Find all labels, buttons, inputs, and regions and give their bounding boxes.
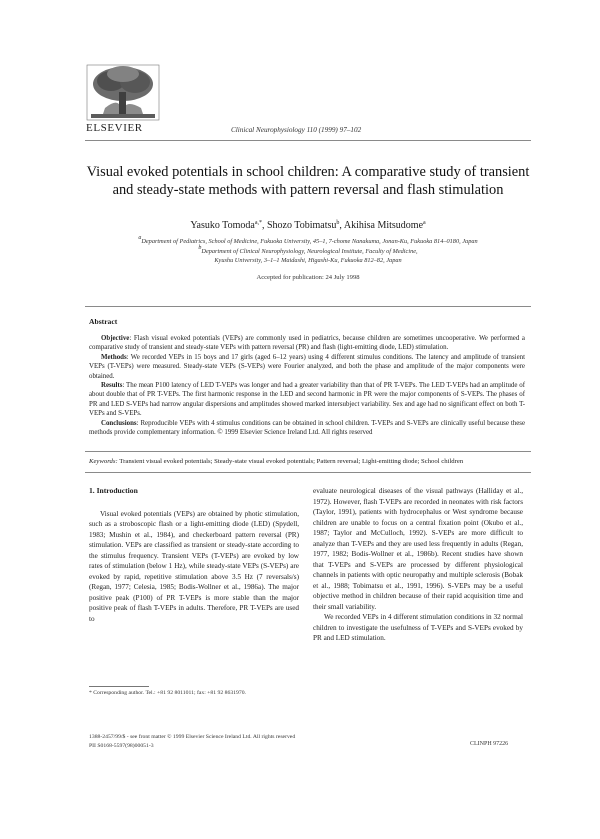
body-paragraph: Visual evoked potentials (VEPs) are obtained by photic stimulation, such as a stroboscopic flash or a light-emitting diode (LED) (Spydell, 1983; Mushin et al., 1984), and checkerboard pattern reversal (PR) stimulation. VEPs are classified as transient or steady-state according to the stimulus frequency. Transient VEPs (T-VEPs) are evoked by low rates of stimulation (below 1 Hz), while steady-state VEPs (S-VEPs) are evoked by rapid, repetitive stimulation above 3.5 Hz (7 reversals/s) (Regan, 1977; Celesia, 1985; Bodis-Wollner et al., 1986a). The major positive peak (P100) of PR T-VEPs is more stable than the major positive peak of flash T-VEPs in adults. Therefore, PR T-VEPs are used to [89, 509, 299, 623]
author-list [85, 220, 531, 231]
author-affiliation-mark: b [336, 220, 340, 226]
affiliation-line: $^a$Department of Pediatrics, School of Medicine, Fukuoka University, 45–1, 7-chome Nanakuma, Jonan-Ku, Fukuoka 814–0180, Japan [138, 235, 478, 245]
author-separator: , [339, 220, 344, 231]
header-divider [85, 140, 531, 141]
keywords-divider [85, 451, 531, 452]
author-name: Akihisa Mitsudome [343, 220, 424, 231]
affiliation-line: Kyushu University, 3–1–1 Maidashi, Higashi-Ku, Fukuoka 812–82, Japan [214, 257, 402, 264]
author-name: Yasuko Tomoda [190, 220, 255, 231]
body-paragraph: We recorded VEPs in 4 different stimulation conditions in 32 normal children to investigate the usefulness of T-VEPs and S-VEPs evoked by PR and LED stimulation. [313, 613, 523, 642]
abstract-body [89, 334, 525, 437]
author-name: Shozo Tobimatsu [266, 220, 337, 231]
right-column [313, 486, 523, 644]
affiliation-line: $^b$Department of Clinical Neurophysiology, Neurological Institute, Faculty of Medicine, [198, 244, 418, 255]
copyright-line: 1388-2457/99/$ - see front matter © 1999 Elsevier Science Ireland Ltd. All rights reserved [89, 734, 296, 740]
author-separator: , [261, 220, 267, 231]
corresponding-author-footnote: * Corresponding author. Tel.: +81 92 8011011; fax: +81 92 8631970. [89, 690, 246, 696]
keywords-list: Transient visual evoked potentials; Steady-state visual evoked potentials; Pattern reversal; Light-emitting diode; School children [117, 458, 464, 465]
abstract-paragraph: Conclusions: Reproducible VEPs with 4 stimulus conditions can be obtained in school children. T-VEPs and S-VEPs are clinically useful because these methods provide complementary information. © 1999 Elsevier Science Ireland Ltd. All rights reserved [89, 419, 525, 437]
footnote-divider [89, 686, 149, 687]
elsevier-tree-logo [85, 64, 161, 124]
left-column [89, 486, 299, 624]
body-paragraph: evaluate neurological diseases of the visual pathways (Halliday et al., 1972). However, flash T-VEPs are recorded in neonates with risk factors (Taylor, 1991), patients with hydrocephalus or West syndrome because children are unable to focus on a central fixation point (Okubo et al., 1987; Taylor and McCulloch, 1992). S-VEPs are more difficult to analyze than T-VEPs and they are used less frequently in adults (Regan, 1977, 1982; Bodis-Wollner et al., 1986b). Recent studies have shown that T-VEPs and S-VEPs are processed by different physiological channels in patients with optic neuropathy and multiple sclerosis (Bobak et al., 1988; Tobimatsu et al., 1991, 1996). S-VEPs may be a useful objective method in children because of their rapid acquisition time and their small variability. [313, 487, 523, 611]
abstract-paragraph: Methods: We recorded VEPs in 15 boys and 17 girls (aged 6–12 years) using 4 different stimulus conditions. The latency and amplitude of transient VEPs (T-VEPs) were measured. Steady-state VEPs (S-VEPs) were Fourier analyzed, and both the phase and amplitude of the major components were obtained. [89, 353, 525, 380]
article-title: Visual evoked potentials in school children: A comparative study of transient and steady-state methods with pattern reversal and flash stimulation [86, 164, 530, 198]
publisher-name: ELSEVIER [86, 122, 143, 134]
section-heading: 1. Introduction [89, 486, 138, 495]
author-affiliation-mark: a [423, 220, 426, 226]
affiliations [85, 237, 531, 266]
article-code: CLINPH 97226 [470, 741, 509, 747]
keywords-label: Keywords: [89, 458, 118, 465]
abstract-top-divider [85, 306, 531, 307]
abstract-heading: Abstract [89, 317, 118, 326]
author-affiliation-mark: a,* [254, 220, 262, 226]
body-divider [85, 472, 531, 473]
abstract-paragraph: Objective: Flash visual evoked potentials (VEPs) are commonly used in pediatrics, because children are sometimes uncooperative. We performed a comparative study of transient and steady-state VEPs with pattern reversal (PR) and flash (light-emitting diode, LED) stimulation. [89, 335, 525, 352]
keywords [89, 457, 525, 466]
pii-line: PII S0168-5597(98)00051-3 [89, 742, 154, 749]
abstract-paragraph: Results: The mean P100 latency of LED T-VEPs was longer and had a greater variability than that of PR T-VEPs. The LED T-VEPs had an amplitude of about double that of PR T-VEPs. The first harmonic response in the LED and second harmonic in PR were the major components of S-VEPs. The phases of PR and LED S-VEPs had narrow angular dispersions and amplitudes showed marked intersubject variability. Sex and age had no significant effect on both T-VEPs and S-VEPs. [89, 382, 525, 418]
page-footer [89, 733, 295, 750]
journal-reference: Clinical Neurophysiology 110 (1999) 97–102 [231, 126, 362, 134]
accepted-date: Accepted for publication: 24 July 1998 [256, 274, 360, 281]
